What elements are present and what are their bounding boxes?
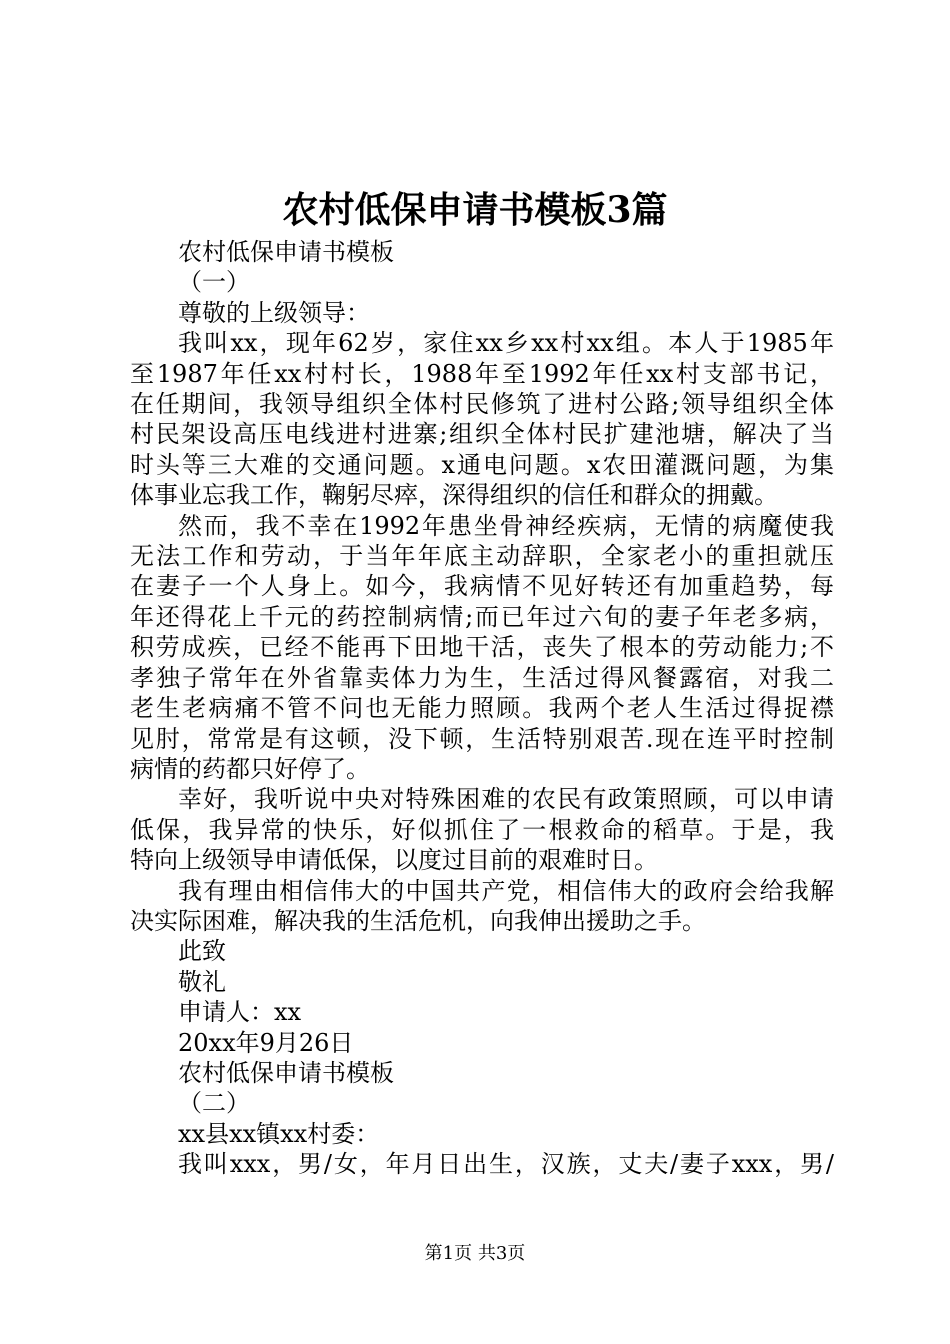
text-line: 病情的药都只好停了。 <box>130 754 370 783</box>
page-footer: 第1页 共3页 <box>424 1243 526 1264</box>
text-line: 我叫xxx，男/女，年月日出生，汉族，丈夫/妻子xxx，男/ <box>178 1150 834 1179</box>
text-line: 村民架设高压电线进村进寨;组织全体村民扩建池塘，解决了当 <box>130 420 834 449</box>
text-line: 在任期间，我领导组织全体村民修筑了进村公路;领导组织全体 <box>130 390 834 419</box>
text-line: 农村低保申请书模板 <box>178 1058 394 1087</box>
document-title: 农村低保申请书模板3篇 <box>282 189 668 231</box>
text-line: 幸好，我听说中央对特殊困难的农民有政策照顾，可以申请 <box>178 785 834 814</box>
text-line: 积劳成疾，已经不能再下田地干活，丧失了根本的劳动能力;不 <box>130 633 834 662</box>
text-line: 低保，我异常的快乐，好似抓住了一根救命的稻草。于是，我 <box>130 815 834 844</box>
text-line: 尊敬的上级领导： <box>178 298 370 327</box>
text-line: 老生老病痛不管不问也无能力照顾。我两个老人生活过得捉襟 <box>130 694 834 723</box>
text-line: 敬礼 <box>178 967 226 996</box>
text-line: 20xx年9月26日 <box>178 1028 354 1057</box>
text-line: 农村低保申请书模板 <box>178 238 394 266</box>
document-body <box>130 237 834 1180</box>
text-line: 我有理由相信伟大的中国共产党，相信伟大的政府会给我解 <box>178 876 834 905</box>
text-line: xx县xx镇xx村委： <box>178 1119 380 1148</box>
text-line: 孝独子常年在外省靠卖体力为生，生活过得风餐露宿，对我二 <box>130 663 834 692</box>
text-line: 此致 <box>178 937 226 966</box>
text-line: （一） <box>178 268 250 297</box>
text-line: （二） <box>178 1089 250 1118</box>
text-line: 申请人：xx <box>178 998 302 1027</box>
text-line: 见肘，常常是有这顿，没下顿，生活特别艰苦.现在连平时控制 <box>130 724 834 753</box>
text-line: 特向上级领导申请低保，以度过目前的艰难时日。 <box>130 846 658 875</box>
text-line: 无法工作和劳动，于当年年底主动辞职，全家老小的重担就压 <box>130 542 834 571</box>
text-line: 然而，我不幸在1992年患坐骨神经疾病，无情的病魔使我 <box>178 511 834 540</box>
text-line: 时头等三大难的交通问题。x通电问题。x农田灌溉问题，为集 <box>130 450 834 479</box>
text-line: 我叫xx，现年62岁，家住xx乡xx村xx组。本人于1985年 <box>178 329 834 358</box>
text-line: 决实际困难，解决我的生活危机，向我伸出援助之手。 <box>130 906 706 935</box>
text-line: 至1987年任xx村村长，1988年至1992年任xx村支部书记， <box>130 359 834 388</box>
text-line: 年还得花上千元的药控制病情;而已年过六旬的妻子年老多病， <box>130 602 834 631</box>
text-line: 在妻子一个人身上。如今，我病情不见好转还有加重趋势，每 <box>130 572 834 601</box>
text-line: 体事业忘我工作，鞠躬尽瘁，深得组织的信任和群众的拥戴。 <box>130 481 778 510</box>
